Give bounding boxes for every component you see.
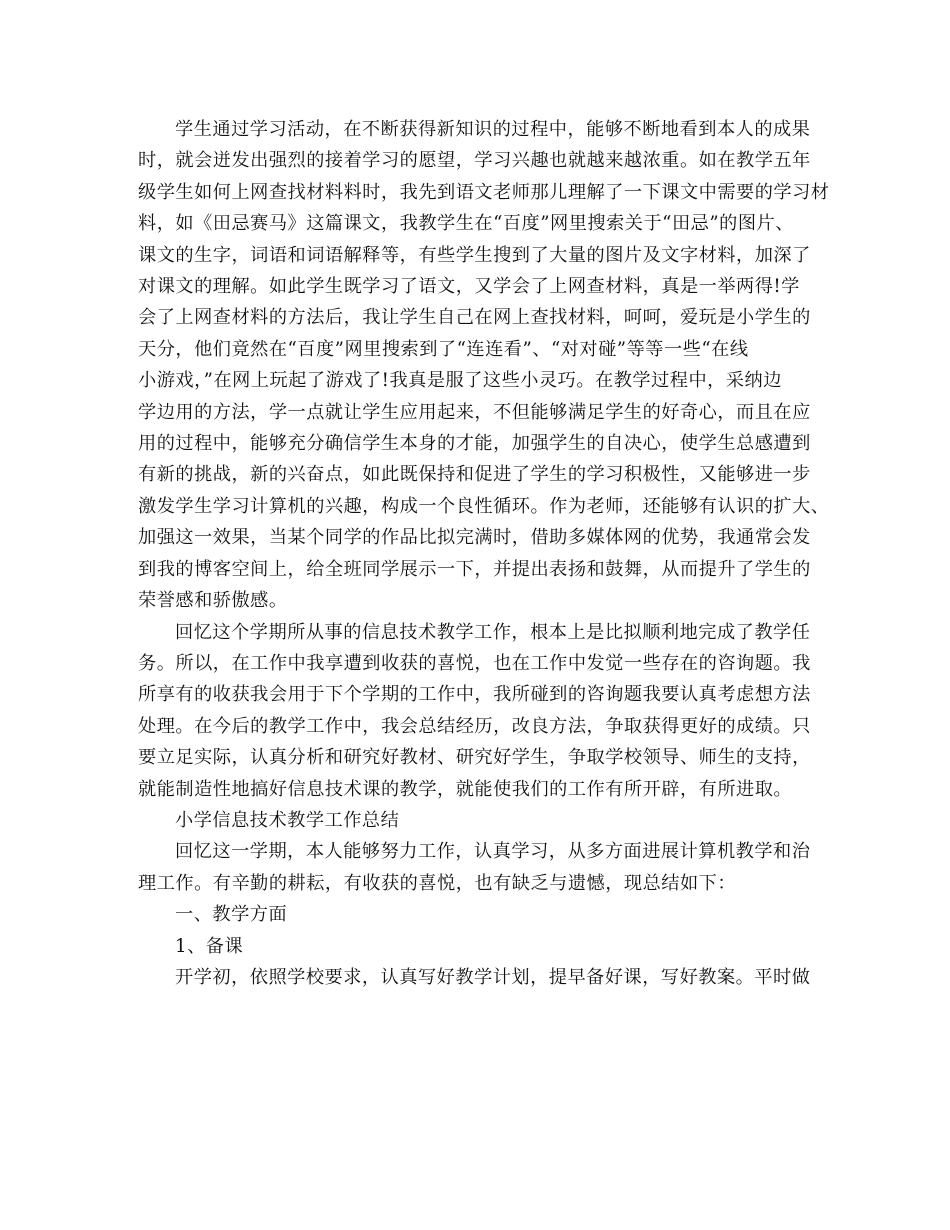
paragraph-line: 激发学生学习计算机的兴趣，构成一个良性循环。作为老师，还能够有认识的扩大、 [138, 495, 830, 517]
paragraph-3 [138, 836, 828, 899]
paragraph-line: 到我的博客空间上，给全班同学展示一下，并提出表扬和鼓舞，从而提升了学生的 [138, 558, 811, 580]
paragraph-line: 处理。在今后的教学工作中，我会总结经历，改良方法，争取获得更好的成绩。只 [138, 715, 811, 737]
paragraph-line: 回忆这个学期所从事的信息技术教学工作，根本上是比拟顺利地完成了教学任 [175, 621, 811, 643]
sub-heading: 1、备课 [175, 935, 244, 957]
paragraph-4 [138, 962, 828, 993]
document-body [138, 114, 828, 993]
paragraph-line: 天分，他们竟然在“百度”网里搜索到了“连连看”、“对对碰”等等一些“在线 [138, 338, 749, 360]
paragraph-line: 加强这一效果，当某个同学的作品比拟完满时，借助多媒体网的优势，我通常会发 [138, 527, 811, 549]
paragraph-line: 有新的挑战，新的兴奋点，如此既保持和促进了学生的学习积极性，又能够进一步 [138, 464, 811, 486]
paragraph-line: 回忆这一学期，本人能够努力工作，认真学习，从多方面进展计算机教学和治 [175, 841, 811, 863]
paragraph-line: 对课文的理解。如此学生既学习了语文，又学会了上网查材料，真是一举两得!学 [138, 276, 800, 298]
paragraph-line: 学边用的方法，学一点就让学生应用起来，不但能够满足学生的好奇心，而且在应 [138, 401, 811, 423]
paragraph-line: 料，如《田忌赛马》这篇课文，我教学生在“百度”网里搜索关于“田忌”的图片、 [138, 213, 794, 235]
paragraph-line: 级学生如何上网查找材料料时，我先到语文老师那儿理解了一下课文中需要的学习材 [138, 181, 830, 203]
paragraph-line: 课文的生字，词语和词语解释等，有些学生搜到了大量的图片及文字材料，加深了 [138, 244, 811, 266]
paragraph-line: 用的过程中，能够充分确信学生本身的才能，加强学生的自决心，使学生总感遭到 [138, 433, 811, 455]
paragraph-line: 荣誉感和骄傲感。 [138, 590, 288, 612]
paragraph-line: 时，就会迸发出强烈的接着学习的愿望，学习兴趣也就越来越浓重。如在教学五年 [138, 150, 811, 172]
paragraph-line: 务。所以，在工作中我享遭到收获的喜悦，也在工作中发觉一些存在的咨询题。我 [138, 652, 811, 674]
paragraph-line: 学生通过学习活动，在不断获得新知识的过程中，能够不断地看到本人的成果 [175, 119, 811, 140]
paragraph-line: 就能制造性地搞好信息技术课的教学，就能使我们的工作有所开辟，有所进取。 [138, 778, 793, 800]
summary-title: 小学信息技术教学工作总结 [175, 809, 400, 831]
paragraph-line: 所享有的收获我会用于下个学期的工作中，我所碰到的咨询题我要认真考虑想方法 [138, 684, 811, 706]
section-heading: 一、教学方面 [175, 904, 288, 926]
paragraph-line: 开学初，依照学校要求，认真写好教学计划，提早备好课，写好教案。平时做 [175, 966, 811, 988]
paragraph-line: 小游戏，”在网上玩起了游戏了!我真是服了这些小灵巧。在教学过程中，采纳边 [138, 370, 782, 392]
paragraph-line: 理工作。有辛勤的耕耘，有收获的喜悦，也有缺乏与遗憾，现总结如下： [138, 872, 737, 894]
paragraph-2 [138, 617, 828, 805]
paragraph-1 [138, 114, 828, 617]
paragraph-line: 会了上网查材料的方法后，我让学生自己在网上查找材料，呵呵，爱玩是小学生的 [138, 307, 811, 329]
paragraph-line: 要立足实际，认真分析和研究好教材、研究好学生，争取学校领导、师生的支持， [138, 747, 811, 769]
